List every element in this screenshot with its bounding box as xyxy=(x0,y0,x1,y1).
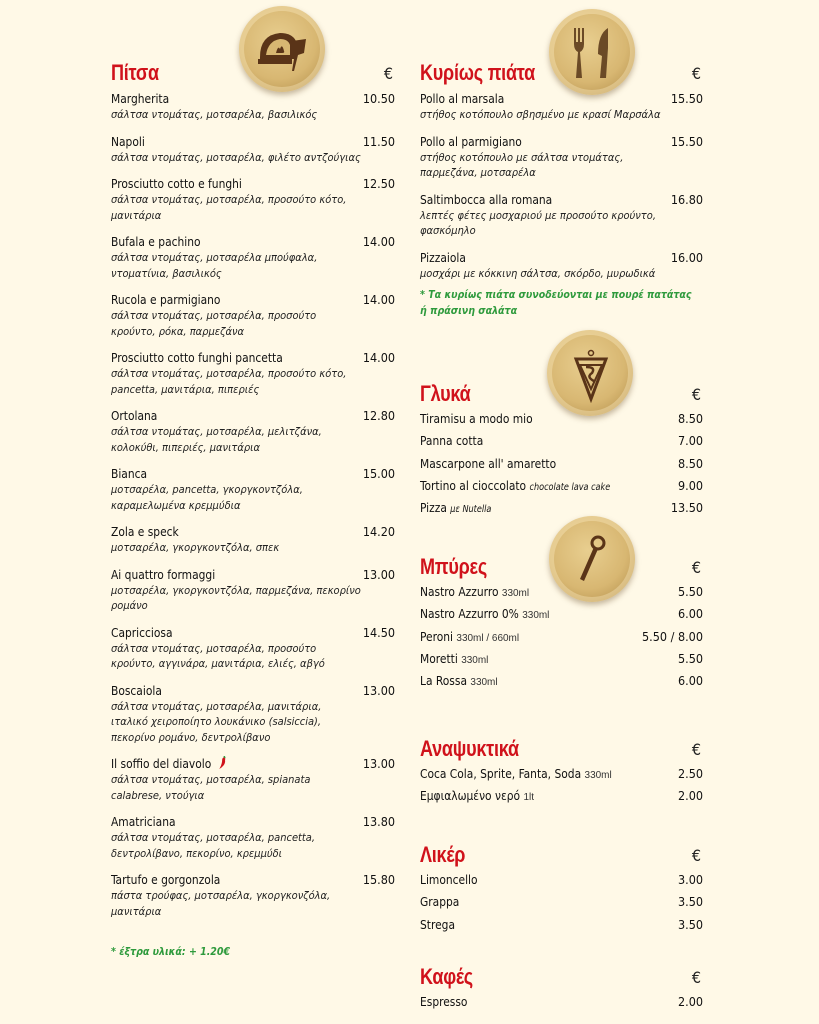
item-description: σάλτσα ντομάτας, μοτσαρέλα, προσούτο κότο, μανιτάρια xyxy=(111,193,347,222)
currency-label: € xyxy=(691,968,701,987)
item-name-text: Nastro Azzurro xyxy=(420,584,499,599)
item-name-text: Moretti xyxy=(420,650,458,666)
item-description: μοτσαρέλα, pancetta, γκοργκοντζόλα, καραμελωμένα κρεμμύδια xyxy=(111,483,303,512)
item-price: 16.80 xyxy=(670,191,703,207)
item-name: Boscaiola xyxy=(111,682,162,698)
currency-label: € xyxy=(383,64,393,83)
item-description: στήθος κοτόπουλο με σάλτσα ντομάτας, παρμεζάνα, μοτσαρέλα xyxy=(420,150,624,179)
item-description: στήθος κοτόπουλο σβησμένο με κρασί Μαρσάλα xyxy=(420,108,661,121)
item-description: λεπτές φέτες μοσχαριού με προσούτο κρούντο, φασκόμηλο xyxy=(420,208,656,237)
item-price: 14.00 xyxy=(362,234,395,249)
item-name xyxy=(420,994,689,1010)
item-volume: 330ml / 660ml xyxy=(456,631,520,644)
mains-list xyxy=(420,91,703,281)
item-name-text: Strega xyxy=(420,916,456,932)
menu-item xyxy=(420,766,703,788)
item-name xyxy=(420,456,689,472)
item-price: 14.00 xyxy=(362,292,395,307)
beers-list xyxy=(420,584,703,695)
item-volume: 330ml xyxy=(461,653,489,666)
menu-item xyxy=(111,466,395,513)
item-price: 5.50 / 8.00 xyxy=(642,628,703,644)
item-name xyxy=(420,788,689,805)
menu-item xyxy=(420,250,703,282)
item-price: 12.80 xyxy=(362,408,395,423)
liqueurs-list xyxy=(420,872,703,939)
menu-item xyxy=(111,683,395,746)
item-price: 8.50 xyxy=(677,455,703,471)
item-price: 13.80 xyxy=(362,814,395,829)
section-liqueurs xyxy=(420,842,703,939)
extras-note: * έξτρα υλικά: + 1.20€ xyxy=(111,946,231,958)
item-name-text: Grappa xyxy=(420,894,460,910)
section-header xyxy=(420,554,703,584)
section-pizza xyxy=(111,60,395,960)
item-name xyxy=(420,478,689,496)
item-name xyxy=(420,411,689,427)
item-name xyxy=(420,894,689,910)
section-title: Αναψυκτικά xyxy=(420,736,519,761)
section-header xyxy=(420,736,703,766)
item-volume: 330ml xyxy=(584,769,612,781)
section-mains xyxy=(420,60,703,319)
currency-label: € xyxy=(691,740,701,759)
item-price: 11.50 xyxy=(362,133,395,149)
section-header xyxy=(111,60,395,90)
item-price: 7.00 xyxy=(677,433,703,449)
item-name xyxy=(420,606,689,623)
menu-item xyxy=(420,894,703,916)
menu-item xyxy=(111,292,395,339)
currency-label: € xyxy=(691,64,701,83)
item-name: Pollo al parmigiano xyxy=(420,133,522,149)
currency-label: € xyxy=(691,558,701,577)
item-price: 13.00 xyxy=(362,756,395,771)
chili-pepper-icon xyxy=(217,756,227,770)
item-price: 13.00 xyxy=(362,682,395,698)
item-volume: 1lt xyxy=(523,791,534,804)
item-name xyxy=(420,766,689,783)
item-price: 15.00 xyxy=(362,466,395,481)
menu-item xyxy=(111,567,395,614)
menu-item xyxy=(420,91,703,123)
section-title: Γλυκά xyxy=(420,381,471,406)
menu-item xyxy=(420,134,703,181)
section-header xyxy=(420,381,703,411)
coffee-list xyxy=(420,994,703,1016)
menu-item xyxy=(420,500,703,522)
item-name-text: Pizza xyxy=(420,500,447,516)
section-title: Μπύρες xyxy=(420,554,487,579)
item-name: Il soffio del diavolo xyxy=(111,756,381,772)
item-description: σάλτσα ντομάτας, μοτσαρέλα, προσούτο κρούντο, αγγινάρα, μανιτάρια, ελιές, αβγό xyxy=(111,641,325,670)
item-volume: 330ml xyxy=(501,587,530,599)
item-name xyxy=(420,584,689,601)
item-name-text: La Rossa xyxy=(420,673,467,689)
item-price: 2.00 xyxy=(677,994,703,1009)
item-price: 10.50 xyxy=(362,91,395,106)
item-price: 2.50 xyxy=(677,766,703,781)
item-price: 16.00 xyxy=(670,249,703,265)
item-name xyxy=(420,673,689,690)
item-name: Ai quattro formaggi xyxy=(111,566,216,582)
section-header xyxy=(420,842,703,872)
item-description: σάλτσα ντομάτας, μοτσαρέλα μπούφαλα, ντοματίνια, βασιλικός xyxy=(111,251,318,280)
section-title: Καφές xyxy=(420,964,473,989)
item-volume: 330ml xyxy=(470,676,498,689)
item-price: 15.50 xyxy=(670,133,703,149)
item-price: 8.50 xyxy=(677,411,703,426)
menu-item xyxy=(420,629,703,651)
section-beers xyxy=(420,554,703,695)
item-price: 14.50 xyxy=(362,624,395,640)
menu-item xyxy=(420,994,703,1016)
menu-item xyxy=(111,872,395,919)
item-description: σάλτσα ντομάτας, μοτσαρέλα, pancetta, δεντρολίβανο, πεκορίνο, κρεμμύδι xyxy=(111,831,315,860)
item-price: 14.00 xyxy=(362,350,395,365)
item-description: σάλτσα ντομάτας, μοτσαρέλα, spianata calabrese, ντούγια xyxy=(111,773,311,802)
section-header xyxy=(420,964,703,994)
item-name-text: Nastro Azzurro 0% xyxy=(420,606,519,622)
item-price: 13.50 xyxy=(670,500,703,516)
item-name: Prosciutto cotto e funghi xyxy=(111,176,242,191)
item-name-text: Tiramisu a modo mio xyxy=(420,411,533,426)
item-description: σάλτσα ντομάτας, μοτσαρέλα, μελιτζάνα, κολοκύθι, πιπεριές, μανιτάρια xyxy=(111,425,322,454)
item-price: 6.00 xyxy=(677,673,703,689)
item-price: 9.00 xyxy=(677,477,703,493)
item-name: Pizzaiola xyxy=(420,249,466,265)
menu-item xyxy=(420,917,703,939)
section-header xyxy=(420,60,703,90)
item-price: 12.50 xyxy=(362,176,395,191)
menu-item xyxy=(111,756,395,803)
item-name-text: Limoncello xyxy=(420,872,478,887)
currency-label: € xyxy=(691,385,701,404)
item-description: μοσχάρι με κόκκινη σάλτσα, σκόρδο, μυρωδικά xyxy=(420,266,656,280)
item-name: Margherita xyxy=(111,91,170,106)
item-description: σάλτσα ντομάτας, μοτσαρέλα, βασιλικός xyxy=(111,108,318,121)
item-price: 14.20 xyxy=(362,524,395,539)
menu-item xyxy=(420,192,703,239)
item-description: πάστα τρούφας, μοτσαρέλα, γκοργκονζόλα, μανιτάρια xyxy=(111,889,331,918)
item-name-text: Coca Cola, Sprite, Fanta, Soda xyxy=(420,766,582,781)
item-description: σάλτσα ντομάτας, μοτσαρέλα, προσούτο κότο, pancetta, μανιτάρια, πιπεριές xyxy=(111,367,347,396)
menu-item xyxy=(111,814,395,861)
menu-item xyxy=(420,433,703,455)
item-name xyxy=(420,433,689,449)
section-coffee xyxy=(420,964,703,1016)
item-price: 6.00 xyxy=(677,606,703,622)
menu-item xyxy=(420,456,703,478)
item-name: Rucola e parmigiano xyxy=(111,292,221,307)
menu-item xyxy=(420,788,703,810)
item-description: μοτσαρέλα, γκοργκοντζόλα, παρμεζάνα, πεκορίνο ρομάνο xyxy=(111,583,361,612)
currency-label: € xyxy=(691,846,701,865)
menu-item xyxy=(111,134,395,166)
menu-item xyxy=(111,524,395,556)
item-name: Zola e speck xyxy=(111,524,179,539)
item-name: Bianca xyxy=(111,466,148,481)
item-price: 3.50 xyxy=(677,916,703,932)
menu-item xyxy=(111,176,395,223)
item-name: Amatriciana xyxy=(111,814,176,829)
item-name-text: Mascarpone all' amaretto xyxy=(420,455,557,471)
item-name-text: Espresso xyxy=(420,994,468,1009)
menu-item xyxy=(420,584,703,606)
item-volume: 330ml xyxy=(522,609,550,622)
item-name: Napoli xyxy=(111,133,145,149)
item-description: σάλτσα ντομάτας, μοτσαρέλα, προσούτο κρούντο, ρόκα, παρμεζάνα xyxy=(111,309,317,338)
section-title: Πίτσα xyxy=(111,60,159,85)
menu-item xyxy=(111,91,395,123)
item-note: με Nutella xyxy=(450,504,492,516)
item-price: 2.00 xyxy=(677,788,703,804)
menu-item xyxy=(111,350,395,397)
item-price: 3.50 xyxy=(677,894,703,910)
item-name xyxy=(420,500,689,518)
item-name: Ortolana xyxy=(111,408,158,423)
pizza-list xyxy=(111,91,395,919)
item-name: Prosciutto cotto funghi pancetta xyxy=(111,350,283,365)
item-description: σάλτσα ντομάτας, μοτσαρέλα, φιλέτο αντζούγιας xyxy=(111,150,361,164)
item-price: 13.00 xyxy=(362,566,395,582)
menu-item xyxy=(420,651,703,673)
item-name xyxy=(420,917,689,933)
item-description: μοτσαρέλα, γκοργκοντζόλα, σπεκ xyxy=(111,541,280,554)
item-name xyxy=(420,872,689,888)
menu-item xyxy=(420,411,703,433)
section-title: Κυρίως πιάτα xyxy=(420,60,535,85)
menu-item xyxy=(420,478,703,500)
item-name-text: Peroni xyxy=(420,628,454,644)
mains-note: * Τα κυρίως πιάτα συνοδεύονται με πουρέ πατάτας ή πράσινη σαλάτα xyxy=(420,289,692,317)
item-price: 15.80 xyxy=(362,872,395,887)
item-price: 3.00 xyxy=(677,872,703,887)
softdrinks-list xyxy=(420,766,703,811)
section-desserts xyxy=(420,381,703,522)
menu-item xyxy=(420,606,703,628)
item-name xyxy=(420,651,689,668)
item-price: 5.50 xyxy=(677,584,703,599)
item-price: 5.50 xyxy=(677,650,703,666)
item-name: Capricciosa xyxy=(111,624,173,640)
item-name-text: Tortino al cioccolato xyxy=(420,477,527,493)
menu-item xyxy=(420,673,703,695)
item-name: Tartufo e gorgonzola xyxy=(111,872,221,887)
item-name-text: Εμφιαλωμένο νερό xyxy=(420,788,521,804)
menu-item xyxy=(111,625,395,672)
section-softdrinks xyxy=(420,736,703,811)
item-name-text: Panna cotta xyxy=(420,433,484,449)
item-name: Pollo al marsala xyxy=(420,91,505,106)
section-title: Λικέρ xyxy=(420,842,466,867)
menu-item xyxy=(111,408,395,455)
item-name: Bufala e pachino xyxy=(111,234,201,249)
item-description: σάλτσα ντομάτας, μοτσαρέλα, μανιτάρια, ιταλικό χειροποίητο λουκάνικο (salsiccia), πεκορίνο ρομάνο, δεντρολίβανο xyxy=(111,699,322,744)
item-name: Saltimbocca alla romana xyxy=(420,191,553,207)
menu-item xyxy=(111,234,395,281)
desserts-list xyxy=(420,411,703,522)
item-note: chocolate lava cake xyxy=(529,481,611,493)
menu-item xyxy=(420,872,703,894)
item-price: 15.50 xyxy=(670,91,703,106)
